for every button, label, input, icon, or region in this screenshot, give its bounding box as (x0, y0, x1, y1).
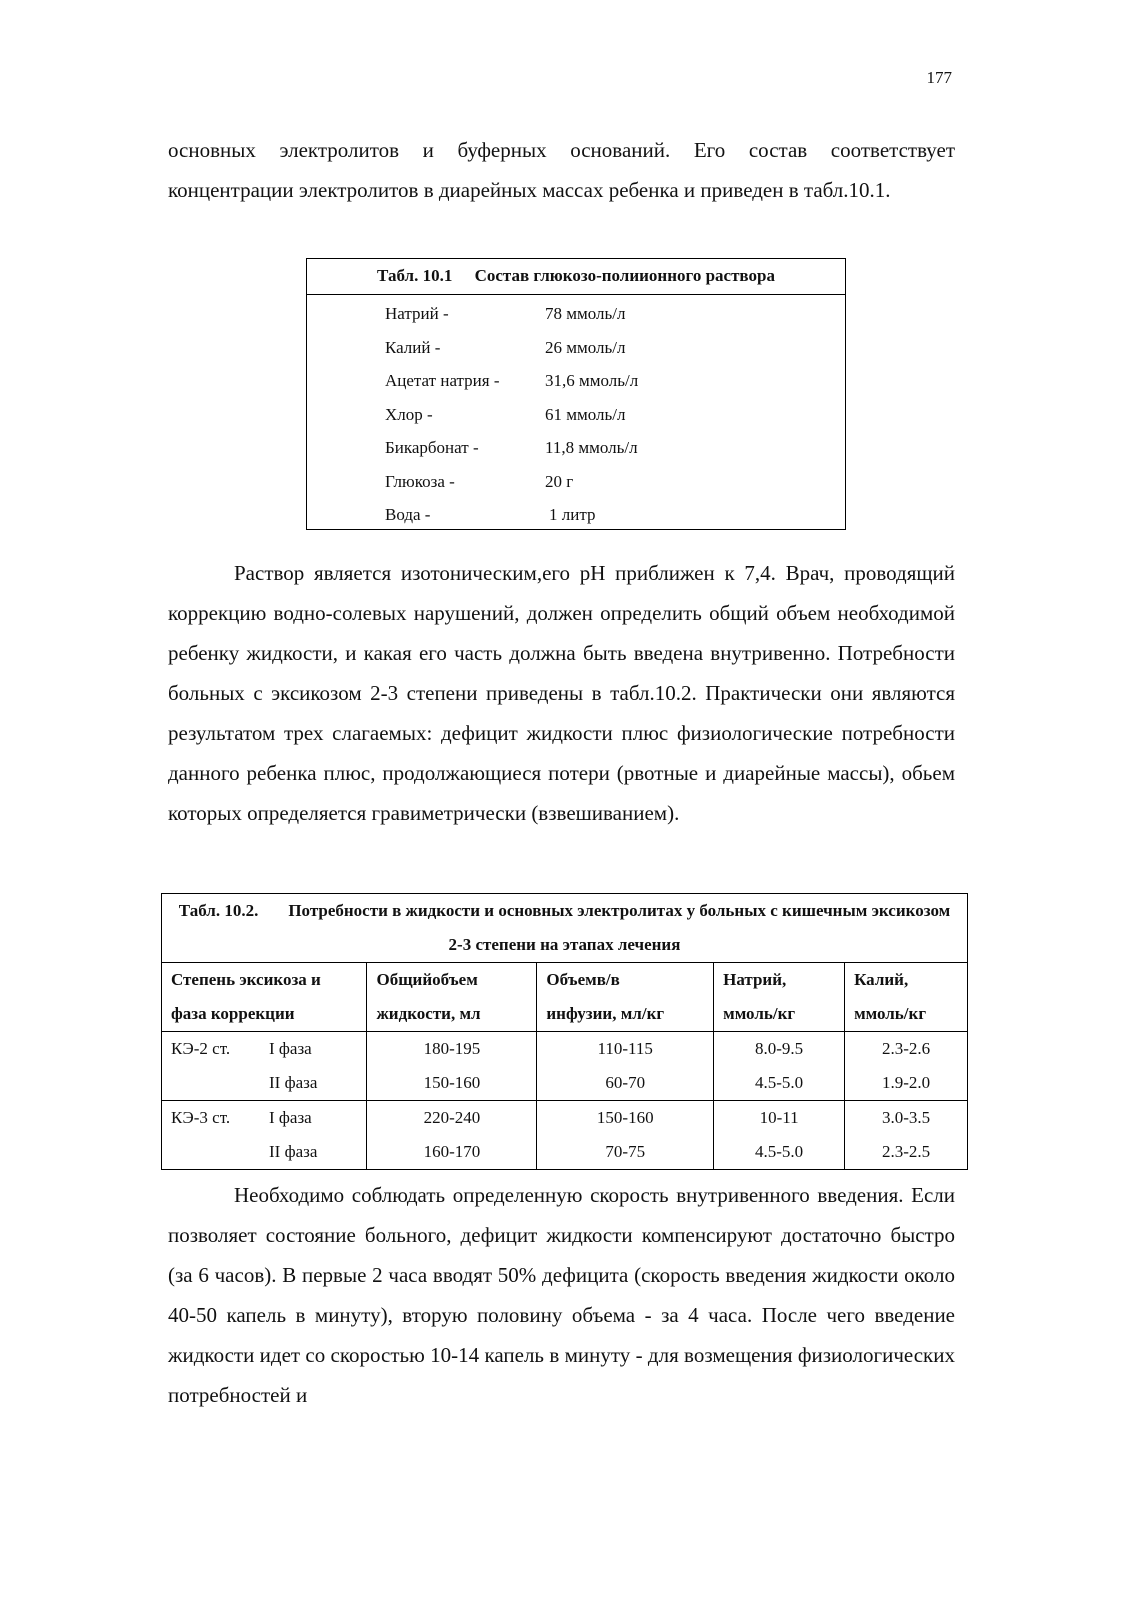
component-value: 78 ммоль/л (545, 304, 626, 323)
header-line (546, 963, 704, 997)
table-row (307, 297, 845, 331)
component-value: 31,6 ммоль/л (545, 371, 639, 390)
header-line: Натрий, (723, 970, 787, 989)
stage-cell (162, 1101, 367, 1170)
component-name: Калий - (385, 337, 441, 357)
header-line: Калий, (854, 970, 909, 989)
table-solution-composition (306, 258, 846, 530)
component-name: Бикарбонат - (385, 438, 479, 457)
volume-cell (367, 1101, 537, 1170)
header-line: ммоль/кг (723, 1004, 796, 1023)
header-word: объем (432, 970, 478, 989)
infusion-cell (537, 1101, 714, 1170)
table-row-group (162, 1101, 968, 1170)
cell-value: 4.5-5.0 (755, 1073, 804, 1092)
table-caption (162, 894, 968, 963)
component-name: Хлор - (385, 404, 433, 424)
component-value: 1 литр (549, 505, 596, 524)
table-title: Потребности в жидкости и основных электролитах у больных с кишечным эксикозом 2-3 степени на этапах лечения (288, 901, 951, 954)
stage-cell (162, 1032, 367, 1101)
cell-value: 60-70 (605, 1073, 646, 1092)
component-name: Глюкоза - (385, 471, 455, 491)
header-word: Объем (546, 970, 597, 989)
component-value: 11,8 ммоль/л (545, 438, 638, 457)
paragraph-solution: Раствор является изотоническим,его pH приближен к 7,4. Врач, проводящий коррекцию водно-солевых нарушений, должен определить общий объем необходимой ребенку жидкости, и какая его часть должна быть введена внутривенно. Потребности больных с эксикозом 2-3 степени приведены в табл.10.2. Практически они являются результатом трех слагаемых: дефицит жидкости плюс физиологические потребности данного ребенка плюс, продолжающиеся потери (рвотные и диарейные массы), обьем которых определяется гравиметрически (взвешиванием). (168, 561, 955, 825)
phase-label: II фаза (269, 1142, 318, 1161)
paragraph-intro: основных электролитов и буферных оснований. Его состав соответствует концентрации электролитов в диарейных массах ребенка и приведен в табл.10.1. (168, 138, 955, 202)
header-line: фаза коррекции (171, 1004, 295, 1023)
stage-label: КЭ-2 ст. (171, 1039, 231, 1058)
table-row (307, 331, 845, 365)
header-line: Степень эксикоза и (171, 970, 321, 989)
table-number: Табл. 10.1 (377, 266, 453, 285)
page-number: 177 (926, 68, 952, 87)
table-fluid-requirements (161, 893, 968, 1170)
cell-value: 1.9-2.0 (881, 1073, 931, 1092)
cell-value: 160-170 (423, 1142, 481, 1161)
table-row (307, 498, 845, 532)
cell-value: 10-11 (759, 1108, 799, 1127)
component-value: 26 ммоль/л (545, 337, 626, 357)
header-word: Общий (376, 970, 433, 989)
header-line: инфузии, мл/кг (546, 1004, 665, 1023)
component-name: Ацетат натрия - (385, 371, 500, 390)
table-caption (307, 259, 845, 295)
phase-label: II фаза (269, 1073, 318, 1092)
table-row (307, 398, 845, 432)
cell-value: 2.3-2.5 (881, 1142, 931, 1161)
header-line: ммоль/кг (854, 1004, 927, 1023)
component-name: Вода - (385, 505, 431, 524)
volume-cell (367, 1032, 537, 1101)
table-row (307, 431, 845, 465)
phase-label: I фаза (269, 1108, 312, 1127)
cell-value: 3.0-3.5 (881, 1108, 931, 1127)
cell-value: 110-115 (597, 1039, 653, 1058)
header-total-volume (367, 963, 537, 1032)
phase-label: I фаза (269, 1039, 312, 1058)
table-row (307, 364, 845, 398)
paragraph-infusion-rate: Необходимо соблюдать определенную скорость внутривенного введения. Если позволяет состояние больного, дефицит жидкости компенсируют достаточно быстро (за 6 часов). В первые 2 часа вводят 50% дефицита (скорость введения жидкости около 40-50 капель в минуту), вторую половину объема - за 4 часа. После чего введение жидкости идет со скоростью 10-14 капель в минуту - для возмещения физиологических потребностей и (168, 1183, 955, 1407)
cell-value: 8.0-9.5 (755, 1039, 804, 1058)
cell-value: 150-160 (423, 1073, 481, 1092)
sodium-cell (714, 1032, 845, 1101)
cell-value: 180-195 (423, 1039, 481, 1058)
component-name: Натрий - (385, 304, 449, 323)
header-sodium (714, 963, 845, 1032)
cell-value: 2.3-2.6 (881, 1039, 931, 1058)
component-value: 20 г (545, 471, 574, 491)
table-title: Состав глюкозо-полиионного раствора (474, 266, 775, 285)
cell-value: 70-75 (605, 1142, 646, 1161)
header-potassium (845, 963, 968, 1032)
header-stage (162, 963, 367, 1032)
cell-value: 220-240 (423, 1108, 481, 1127)
component-value: 61 ммоль/л (545, 404, 626, 424)
table-header-row (162, 963, 968, 1032)
header-infusion-volume (537, 963, 714, 1032)
table-row-group (162, 1032, 968, 1101)
infusion-cell (537, 1032, 714, 1101)
header-line: жидкости, мл (376, 1004, 481, 1023)
table-number: Табл. 10.2. (178, 901, 259, 920)
sodium-cell (714, 1101, 845, 1170)
table-row (307, 465, 845, 499)
header-word: в/в (596, 970, 620, 989)
potassium-cell (845, 1032, 968, 1101)
stage-label: КЭ-3 ст. (171, 1108, 231, 1127)
potassium-cell (845, 1101, 968, 1170)
cell-value: 4.5-5.0 (755, 1142, 804, 1161)
cell-value: 150-160 (596, 1108, 654, 1127)
table-caption-row (162, 894, 968, 963)
header-line (376, 963, 527, 997)
